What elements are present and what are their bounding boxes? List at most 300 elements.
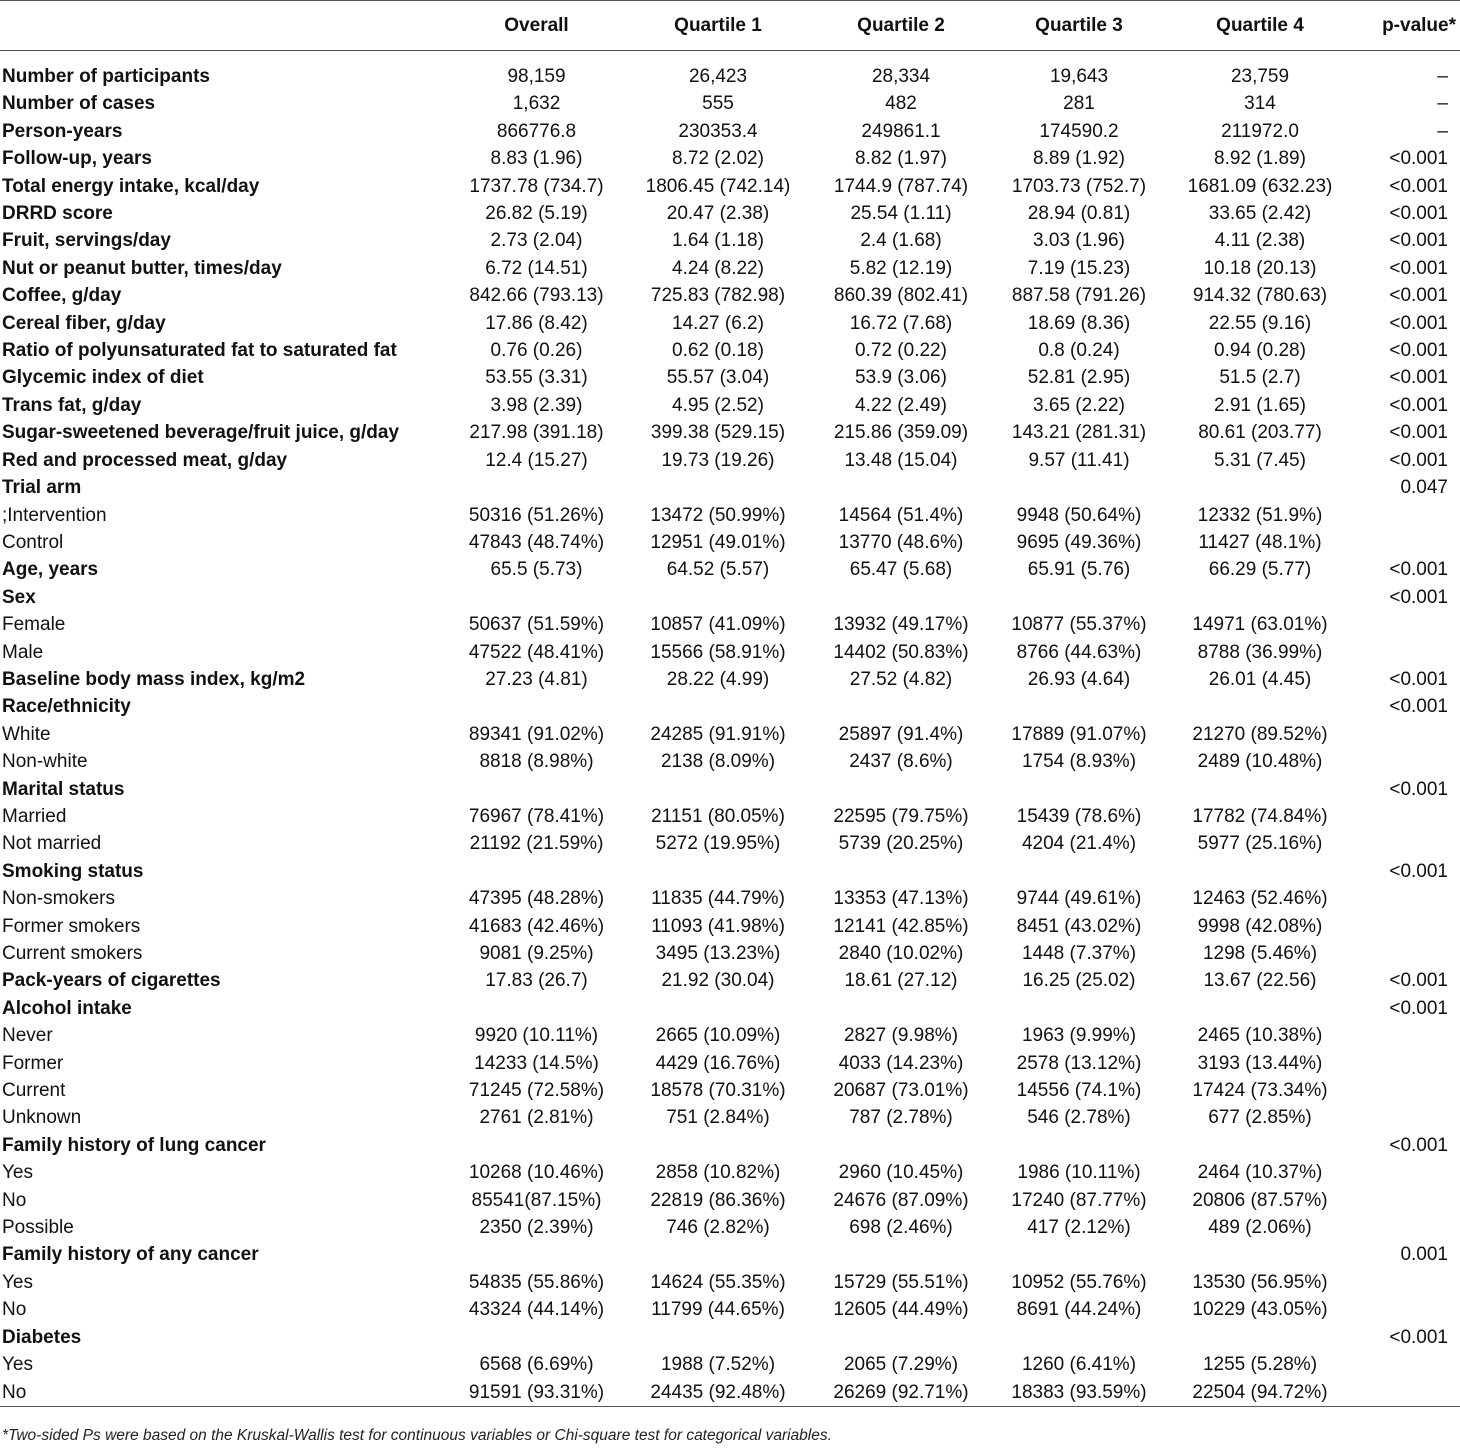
cell-overall: 65.5 (5.73) — [490, 559, 583, 581]
cell-quartile-4: 33.65 (2.42) — [1208, 203, 1312, 225]
cell-quartile-3: 417 (2.12%) — [1027, 1217, 1131, 1239]
cell-overall — [440, 776, 633, 803]
cell-quartile-1: 20.47 (2.38) — [666, 203, 770, 225]
table-row — [0, 364, 1460, 391]
table-row — [0, 913, 1460, 940]
cell-quartile-3: 26.93 (4.64) — [1027, 668, 1131, 690]
cell-quartile-1: 230353.4 — [678, 120, 758, 142]
header-quartile-3: Quartile 3 — [999, 1, 1159, 51]
row-label: Race/ethnicity — [2, 696, 131, 718]
cell-p-value — [1361, 1351, 1460, 1378]
table-row — [0, 1104, 1460, 1131]
cell-quartile-2: 26269 (92.71%) — [803, 1379, 999, 1407]
cell-quartile-4: 17782 (74.84%) — [1192, 805, 1328, 827]
cell-p-value — [1361, 1050, 1460, 1077]
table-row — [0, 419, 1460, 446]
cell-quartile-1: 11799 (44.65%) — [651, 1299, 785, 1321]
table-row — [0, 200, 1460, 227]
cell-quartile-2: 27.52 (4.82) — [849, 668, 953, 690]
cell-quartile-2 — [803, 584, 999, 611]
row-label: No — [2, 1299, 27, 1321]
row-label: Control — [2, 531, 64, 553]
cell-quartile-2: 4033 (14.23%) — [838, 1052, 964, 1074]
cell-p-value — [1361, 803, 1460, 830]
row-label: Follow-up, years — [2, 148, 152, 170]
cell-quartile-4: 12463 (52.46%) — [1192, 888, 1328, 910]
cell-quartile-1: 12951 (49.01%) — [650, 531, 786, 553]
table-row — [0, 227, 1460, 254]
cell-quartile-4: 20806 (87.57%) — [1192, 1189, 1328, 1211]
cell-overall — [440, 693, 633, 720]
cell-quartile-1: 1988 (7.52%) — [660, 1354, 776, 1376]
cell-quartile-3: 3.03 (1.96) — [1033, 230, 1125, 252]
table-row — [0, 173, 1460, 200]
cell-p-value: <0.001 — [1389, 367, 1448, 389]
row-label: No — [2, 1189, 27, 1211]
cell-overall — [440, 1132, 633, 1159]
cell-quartile-4: 9998 (42.08%) — [1197, 915, 1323, 937]
cell-quartile-4: 2489 (10.48%) — [1197, 751, 1323, 773]
cell-quartile-2: 5739 (20.25%) — [838, 833, 964, 855]
cell-quartile-2: 65.47 (5.68) — [849, 559, 953, 581]
table-row — [0, 337, 1460, 364]
cell-quartile-3: 546 (2.78%) — [1027, 1107, 1131, 1129]
cell-quartile-2: 2437 (8.6%) — [849, 751, 953, 773]
cell-quartile-3: 281 — [1063, 93, 1095, 115]
cell-quartile-3: 1703.73 (752.7) — [1011, 175, 1147, 197]
cell-quartile-2 — [803, 1324, 999, 1351]
cell-quartile-4: 21270 (89.52%) — [1192, 723, 1328, 745]
row-label: Yes — [2, 1162, 33, 1184]
row-label: Family history of lung cancer — [2, 1134, 266, 1156]
cell-quartile-1: 14624 (55.35%) — [650, 1271, 786, 1293]
row-label: Yes — [2, 1271, 33, 1293]
header-quartile-4: Quartile 4 — [1159, 1, 1361, 51]
cell-quartile-1: 4429 (16.76%) — [655, 1052, 781, 1074]
cell-quartile-2: 25897 (91.4%) — [838, 723, 964, 745]
row-label: Current — [2, 1080, 66, 1102]
cell-quartile-1: 4.95 (2.52) — [672, 394, 764, 416]
cell-overall — [440, 1241, 633, 1268]
cell-quartile-2: 698 (2.46%) — [849, 1217, 953, 1239]
row-label: Marital status — [2, 778, 125, 800]
cell-quartile-1 — [633, 858, 803, 885]
row-label: Cereal fiber, g/day — [2, 312, 166, 334]
cell-quartile-3: 10952 (55.76%) — [1011, 1271, 1147, 1293]
cell-overall: 71245 (72.58%) — [468, 1080, 605, 1102]
cell-quartile-2: 14402 (50.83%) — [833, 641, 969, 663]
table-row — [0, 51, 1460, 91]
cell-p-value: <0.001 — [1389, 586, 1448, 608]
cell-quartile-4 — [1159, 995, 1361, 1022]
cell-overall — [440, 474, 633, 501]
cell-overall: 21192 (21.59%) — [469, 833, 604, 855]
cell-quartile-3: 19,643 — [1049, 66, 1109, 87]
row-label: Female — [2, 614, 66, 636]
cell-quartile-1: 14.27 (6.2) — [672, 312, 764, 334]
cell-quartile-3: 9695 (49.36%) — [1016, 531, 1142, 553]
cell-quartile-2: 13.48 (15.04) — [844, 449, 958, 471]
cell-quartile-2: 20687 (73.01%) — [833, 1080, 969, 1102]
table-row — [0, 721, 1460, 748]
cell-overall: 2350 (2.39%) — [479, 1217, 594, 1239]
cell-overall: 91591 (93.31%) — [440, 1379, 633, 1407]
cell-quartile-3 — [999, 776, 1159, 803]
row-label: Non-smokers — [2, 888, 115, 910]
cell-quartile-4: 23,759 — [1230, 66, 1290, 87]
table-row — [0, 556, 1460, 583]
cell-quartile-4: 2465 (10.38%) — [1197, 1025, 1323, 1047]
cell-quartile-2: 860.39 (802.41) — [833, 285, 969, 307]
cell-overall: 98,159 — [507, 66, 566, 87]
cell-quartile-1: 1806.45 (742.14) — [645, 175, 791, 197]
cell-quartile-3: 4204 (21.4%) — [1021, 833, 1137, 855]
cell-quartile-4 — [1159, 1241, 1361, 1268]
cell-quartile-3: 28.94 (0.81) — [1027, 203, 1131, 225]
row-label: Trans fat, g/day — [2, 394, 142, 416]
cell-quartile-2 — [803, 995, 999, 1022]
cell-quartile-2: 13932 (49.17%) — [833, 614, 969, 636]
cell-quartile-1: 11093 (41.98%) — [651, 915, 785, 937]
cell-quartile-4: 2464 (10.37%) — [1197, 1162, 1323, 1184]
cell-quartile-4: 314 — [1244, 93, 1276, 115]
cell-quartile-3 — [999, 584, 1159, 611]
cell-p-value: – — [1437, 66, 1448, 87]
cell-quartile-2: 22595 (79.75%) — [833, 805, 969, 827]
cell-quartile-3: 1448 (7.37%) — [1021, 943, 1137, 964]
cell-quartile-2: 2827 (9.98%) — [843, 1025, 959, 1047]
table-row — [0, 1351, 1460, 1378]
cell-overall: 1737.78 (734.7) — [469, 175, 604, 197]
table-row — [0, 282, 1460, 309]
cell-p-value — [1361, 748, 1460, 775]
row-label: Possible — [2, 1217, 74, 1239]
cell-quartile-1: 22819 (86.36%) — [650, 1189, 786, 1211]
cell-quartile-3: 10877 (55.37%) — [1011, 614, 1147, 636]
cell-overall — [440, 995, 633, 1022]
row-label: White — [2, 723, 51, 745]
row-label: Married — [2, 805, 67, 827]
cell-quartile-4: 26.01 (4.45) — [1208, 668, 1312, 690]
cell-overall: 76967 (78.41%) — [468, 805, 605, 827]
cell-quartile-3: 1963 (9.99%) — [1021, 1025, 1137, 1047]
cell-quartile-4 — [1159, 1324, 1361, 1351]
cell-p-value — [1361, 913, 1460, 940]
cell-quartile-3: 1260 (6.41%) — [1021, 1354, 1137, 1376]
cell-quartile-3: 17889 (91.07%) — [1011, 723, 1147, 745]
row-label: Pack-years of cigarettes — [2, 970, 221, 992]
cell-quartile-3 — [999, 1132, 1159, 1159]
cell-quartile-1: 64.52 (5.57) — [666, 559, 770, 581]
row-label: Sugar-sweetened beverage/fruit juice, g/day — [2, 422, 400, 444]
cell-p-value: <0.001 — [1389, 449, 1448, 471]
cell-quartile-4: 3193 (13.44%) — [1197, 1052, 1323, 1074]
cell-quartile-1: 28.22 (4.99) — [666, 668, 770, 690]
cell-quartile-4: 0.94 (0.28) — [1214, 340, 1306, 362]
cell-quartile-1 — [633, 1324, 803, 1351]
cell-p-value — [1361, 1104, 1460, 1131]
cell-overall: 6568 (6.69%) — [479, 1354, 594, 1376]
cell-overall: 54835 (55.86%) — [468, 1271, 605, 1293]
cell-p-value: <0.001 — [1389, 1326, 1448, 1348]
table-row — [0, 858, 1460, 885]
table-row — [0, 1077, 1460, 1104]
cell-p-value — [1361, 502, 1460, 529]
cell-overall: 2.73 (2.04) — [490, 230, 583, 252]
cell-quartile-4: 22504 (94.72%) — [1159, 1379, 1361, 1407]
cell-p-value — [1361, 1077, 1460, 1104]
cell-quartile-3: 8766 (44.63%) — [1016, 641, 1142, 663]
cell-p-value — [1361, 721, 1460, 748]
cell-quartile-3: 174590.2 — [1039, 120, 1119, 142]
cell-quartile-1 — [633, 1132, 803, 1159]
cell-quartile-2: 482 — [885, 93, 917, 115]
cell-overall: 41683 (42.46%) — [468, 915, 605, 937]
table-row — [0, 748, 1460, 775]
row-label: Total energy intake, kcal/day — [2, 175, 260, 197]
cell-quartile-1 — [633, 1241, 803, 1268]
cell-p-value: <0.001 — [1389, 340, 1448, 362]
cell-overall: 6.72 (14.51) — [485, 257, 588, 279]
cell-quartile-2: 12605 (44.49%) — [833, 1299, 969, 1321]
cell-p-value — [1361, 885, 1460, 912]
cell-quartile-1: 21151 (80.05%) — [651, 805, 785, 827]
cell-quartile-4 — [1159, 474, 1361, 501]
cell-quartile-4: 1298 (5.46%) — [1202, 943, 1318, 964]
row-label: Sex — [2, 586, 36, 608]
cell-quartile-1: 1.64 (1.18) — [672, 230, 764, 252]
cell-quartile-4: 11427 (48.1%) — [1198, 531, 1322, 553]
row-label: Baseline body mass index, kg/m2 — [2, 668, 306, 690]
cell-quartile-3: 15439 (78.6%) — [1016, 805, 1142, 827]
cell-quartile-2: 787 (2.78%) — [849, 1107, 953, 1129]
cell-quartile-1: 13472 (50.99%) — [650, 504, 786, 526]
cell-quartile-3: 18383 (93.59%) — [999, 1379, 1159, 1407]
cell-quartile-3 — [999, 474, 1159, 501]
cell-quartile-1: 555 — [702, 93, 734, 115]
cell-p-value: <0.001 — [1389, 230, 1448, 252]
cell-quartile-4 — [1159, 1132, 1361, 1159]
row-label: Smoking status — [2, 860, 144, 882]
cell-quartile-4: 10229 (43.05%) — [1192, 1299, 1328, 1321]
cell-quartile-3: 7.19 (15.23) — [1027, 257, 1131, 279]
row-label: Unknown — [2, 1107, 82, 1129]
header-p-value: p-value* — [1361, 1, 1460, 51]
cell-overall: 85541(87.15%) — [471, 1189, 602, 1211]
table-row — [0, 1241, 1460, 1268]
cell-p-value: 0.001 — [1400, 1244, 1448, 1266]
cell-quartile-1: 3495 (13.23%) — [655, 943, 781, 964]
cell-quartile-2: 24676 (87.09%) — [833, 1189, 969, 1211]
cell-quartile-2: 16.72 (7.68) — [849, 312, 953, 334]
cell-quartile-2: 2065 (7.29%) — [843, 1354, 959, 1376]
cell-quartile-4: 13.67 (22.56) — [1203, 970, 1317, 992]
cell-quartile-3: 52.81 (2.95) — [1027, 367, 1131, 389]
cell-quartile-2: 13770 (48.6%) — [838, 531, 964, 553]
cell-quartile-4: 914.32 (780.63) — [1192, 285, 1328, 307]
cell-overall — [440, 858, 633, 885]
cell-overall: 842.66 (793.13) — [469, 285, 604, 307]
cell-quartile-1: 2138 (8.09%) — [660, 751, 776, 773]
cell-overall: 43324 (44.14%) — [468, 1299, 605, 1321]
row-label: Family history of any cancer — [2, 1244, 259, 1266]
cell-quartile-1: 5272 (19.95%) — [655, 833, 781, 855]
table-row — [0, 830, 1460, 857]
cell-quartile-4 — [1159, 584, 1361, 611]
row-label: Diabetes — [2, 1326, 82, 1348]
cell-p-value — [1361, 940, 1460, 967]
cell-quartile-3: 9.57 (11.41) — [1028, 449, 1130, 471]
cell-quartile-4: 14971 (63.01%) — [1192, 614, 1328, 636]
table-row — [0, 776, 1460, 803]
cell-quartile-1: 21.92 (30.04) — [661, 970, 775, 992]
cell-overall: 10268 (10.46%) — [468, 1162, 605, 1184]
cell-overall: 53.55 (3.31) — [485, 367, 588, 389]
table-row — [0, 1379, 1460, 1407]
cell-overall: 50316 (51.26%) — [468, 504, 605, 526]
row-label: Age, years — [2, 559, 99, 581]
row-label: Yes — [2, 1354, 33, 1376]
cell-overall: 217.98 (391.18) — [469, 422, 604, 444]
cell-quartile-2 — [803, 693, 999, 720]
cell-overall: 47522 (48.41%) — [468, 641, 605, 663]
cell-p-value: <0.001 — [1389, 312, 1448, 334]
table-row — [0, 885, 1460, 912]
row-label: DRRD score — [2, 203, 113, 225]
cell-quartile-2: 2840 (10.02%) — [838, 943, 964, 964]
cell-p-value — [1361, 1159, 1460, 1186]
table-body — [0, 51, 1460, 1407]
cell-quartile-3 — [999, 858, 1159, 885]
table-row — [0, 1050, 1460, 1077]
table-row — [0, 584, 1460, 611]
cell-quartile-1: 10857 (41.09%) — [650, 614, 786, 636]
header-row — [0, 1, 1460, 51]
cell-quartile-2 — [803, 1241, 999, 1268]
cell-quartile-4: 51.5 (2.7) — [1219, 367, 1301, 389]
table-row — [0, 1159, 1460, 1186]
header-quartile-1: Quartile 1 — [633, 1, 803, 51]
cell-quartile-1: 18578 (70.31%) — [650, 1080, 786, 1102]
table-row — [0, 803, 1460, 830]
row-label: Ratio of polyunsaturated fat to saturated fat — [2, 340, 397, 362]
table-row — [0, 392, 1460, 419]
cell-quartile-3 — [999, 995, 1159, 1022]
cell-overall: 0.76 (0.26) — [490, 340, 583, 362]
cell-p-value: <0.001 — [1389, 1134, 1448, 1156]
cell-overall: 12.4 (15.27) — [485, 449, 588, 471]
cell-quartile-3: 17240 (87.77%) — [1011, 1189, 1147, 1211]
cell-p-value — [1361, 830, 1460, 857]
cell-quartile-1: 399.38 (529.15) — [650, 422, 786, 444]
row-label: Nut or peanut butter, times/day — [2, 257, 282, 279]
cell-quartile-4 — [1159, 776, 1361, 803]
cell-quartile-4: 12332 (51.9%) — [1197, 504, 1323, 526]
table-row — [0, 1132, 1460, 1159]
cell-quartile-2: 4.22 (2.49) — [855, 394, 947, 416]
cell-p-value: <0.001 — [1389, 559, 1448, 581]
cell-quartile-4: 13530 (56.95%) — [1192, 1271, 1328, 1293]
table-row — [0, 940, 1460, 967]
table-row — [0, 1022, 1460, 1049]
cell-quartile-2: 14564 (51.4%) — [838, 504, 964, 526]
row-label: Never — [2, 1025, 53, 1047]
header-overall: Overall — [440, 1, 633, 51]
table-row — [0, 1187, 1460, 1214]
cell-quartile-1: 2665 (10.09%) — [655, 1025, 781, 1047]
cell-p-value: <0.001 — [1389, 422, 1448, 444]
cell-quartile-4: 1681.09 (632.23) — [1187, 175, 1333, 197]
row-label: Coffee, g/day — [2, 285, 122, 307]
cell-quartile-4: 5977 (25.16%) — [1197, 833, 1323, 855]
row-label: Number of cases — [2, 93, 156, 115]
cell-quartile-2 — [803, 474, 999, 501]
row-label: Current smokers — [2, 943, 143, 964]
table-row — [0, 474, 1460, 501]
cell-quartile-4: 8.92 (1.89) — [1214, 148, 1306, 170]
table-row — [0, 611, 1460, 638]
cell-quartile-1: 19.73 (19.26) — [661, 449, 775, 471]
row-label: Person-years — [2, 120, 123, 142]
cell-overall: 9081 (9.25%) — [479, 943, 594, 964]
cell-quartile-1 — [633, 693, 803, 720]
table-row — [0, 90, 1460, 117]
cell-quartile-2: 215.86 (359.09) — [833, 422, 969, 444]
cell-overall: 89341 (91.02%) — [468, 723, 605, 745]
cell-quartile-4: 677 (2.85%) — [1208, 1107, 1312, 1129]
table-row — [0, 1324, 1460, 1351]
cell-quartile-1: 751 (2.84%) — [666, 1107, 770, 1129]
cell-overall: 2761 (2.81%) — [479, 1107, 594, 1129]
cell-quartile-1: 0.62 (0.18) — [672, 340, 764, 362]
cell-quartile-1: 55.57 (3.04) — [666, 367, 770, 389]
cell-p-value: <0.001 — [1389, 148, 1448, 170]
cell-p-value — [1361, 639, 1460, 666]
cell-quartile-3 — [999, 693, 1159, 720]
cell-quartile-3: 1986 (10.11%) — [1017, 1162, 1141, 1184]
cell-quartile-3: 14556 (74.1%) — [1016, 1080, 1142, 1102]
cell-overall: 14233 (14.5%) — [474, 1052, 599, 1074]
cell-p-value — [1361, 1187, 1460, 1214]
cell-overall: 50637 (51.59%) — [468, 614, 605, 636]
cell-quartile-4 — [1159, 858, 1361, 885]
cell-quartile-2: 15729 (55.51%) — [833, 1271, 969, 1293]
cell-p-value — [1361, 1214, 1460, 1241]
cell-quartile-3 — [999, 1241, 1159, 1268]
header-label-column — [0, 1, 440, 51]
cell-p-value — [1361, 1269, 1460, 1296]
cell-p-value: <0.001 — [1389, 257, 1448, 279]
row-label: Glycemic index of diet — [2, 367, 204, 389]
cell-quartile-1: 4.24 (8.22) — [672, 257, 764, 279]
cell-quartile-1: 15566 (58.91%) — [650, 641, 786, 663]
cell-overall: 9920 (10.11%) — [474, 1025, 599, 1047]
cell-p-value: <0.001 — [1389, 860, 1448, 882]
cell-quartile-4: 80.61 (203.77) — [1198, 422, 1322, 444]
cell-quartile-3: 9948 (50.64%) — [1016, 504, 1142, 526]
table-row — [0, 666, 1460, 693]
cell-quartile-3: 65.91 (5.76) — [1027, 559, 1131, 581]
cell-quartile-2 — [803, 776, 999, 803]
cell-quartile-1: 24285 (91.91%) — [650, 723, 786, 745]
table-row — [0, 502, 1460, 529]
cell-quartile-4: 10.18 (20.13) — [1203, 257, 1317, 279]
cell-quartile-2: 5.82 (12.19) — [849, 257, 953, 279]
cell-quartile-4: 4.11 (2.38) — [1214, 230, 1306, 252]
cell-quartile-2: 53.9 (3.06) — [855, 367, 947, 389]
cell-p-value: <0.001 — [1389, 696, 1448, 718]
cell-p-value — [1361, 529, 1460, 556]
